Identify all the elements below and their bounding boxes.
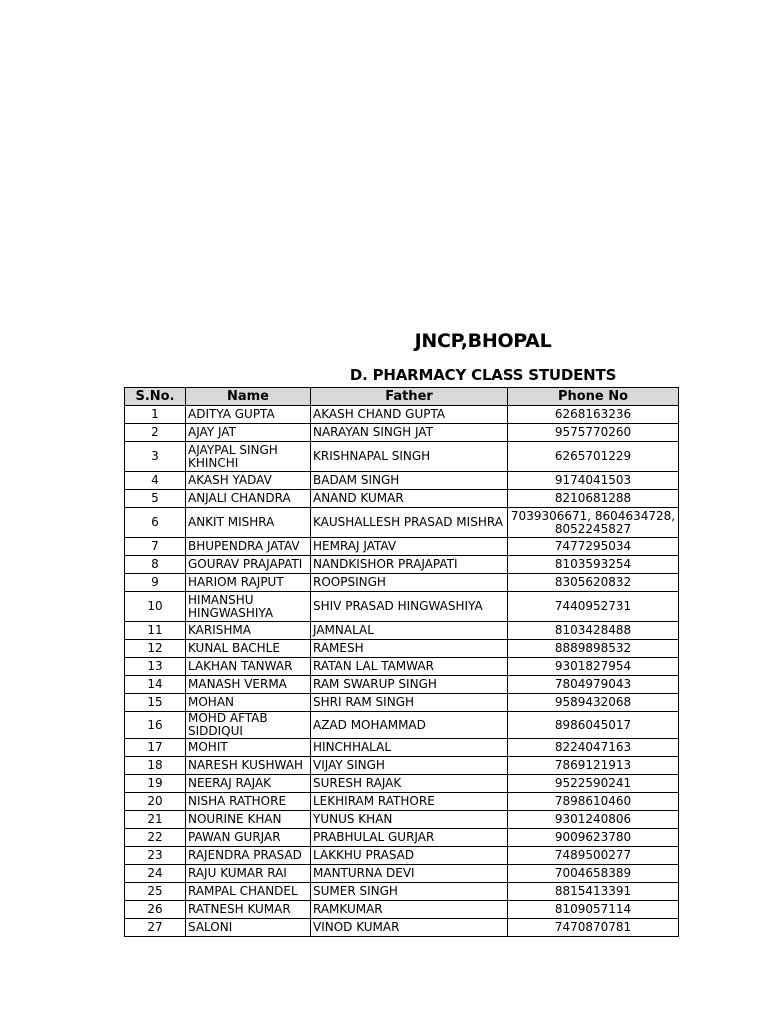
cell-father: AZAD MOHAMMAD	[311, 712, 508, 739]
cell-father: VINOD KUMAR	[311, 919, 508, 937]
cell-father: PRABHULAL GURJAR	[311, 829, 508, 847]
cell-phone: 7804979043	[508, 676, 679, 694]
cell-father: AKASH CHAND GUPTA	[311, 406, 508, 424]
cell-sno: 26	[125, 901, 186, 919]
table-row	[125, 847, 679, 865]
cell-father: HINCHHALAL	[311, 739, 508, 757]
table-row	[125, 574, 679, 592]
cell-father: NANDKISHOR PRAJAPATI	[311, 556, 508, 574]
cell-father: SHRI RAM SINGH	[311, 694, 508, 712]
cell-name: AKASH YADAV	[186, 472, 311, 490]
cell-sno: 21	[125, 811, 186, 829]
cell-name: PAWAN GURJAR	[186, 829, 311, 847]
table-row	[125, 640, 679, 658]
table-row	[125, 676, 679, 694]
cell-sno: 10	[125, 592, 186, 622]
cell-phone: 8109057114	[508, 901, 679, 919]
cell-sno: 4	[125, 472, 186, 490]
table-row	[125, 490, 679, 508]
cell-name: GOURAV PRAJAPATI	[186, 556, 311, 574]
cell-phone: 6265701229	[508, 442, 679, 472]
column-header-phone: Phone No	[508, 388, 679, 406]
table-row	[125, 406, 679, 424]
table-row	[125, 793, 679, 811]
cell-sno: 24	[125, 865, 186, 883]
cell-father: RAM SWARUP SINGH	[311, 676, 508, 694]
cell-father: NARAYAN SINGH JAT	[311, 424, 508, 442]
cell-sno: 9	[125, 574, 186, 592]
cell-father: VIJAY SINGH	[311, 757, 508, 775]
cell-father: KRISHNAPAL SINGH	[311, 442, 508, 472]
cell-name: ANKIT MISHRA	[186, 508, 311, 538]
cell-phone: 9575770260	[508, 424, 679, 442]
cell-sno: 14	[125, 676, 186, 694]
cell-father: SHIV PRASAD HINGWASHIYA	[311, 592, 508, 622]
cell-father: YUNUS KHAN	[311, 811, 508, 829]
cell-father: ANAND KUMAR	[311, 490, 508, 508]
table-row	[125, 865, 679, 883]
table-row	[125, 901, 679, 919]
cell-father: SURESH RAJAK	[311, 775, 508, 793]
cell-sno: 1	[125, 406, 186, 424]
cell-name: HARIOM RAJPUT	[186, 574, 311, 592]
cell-father: JAMNALAL	[311, 622, 508, 640]
table-row	[125, 442, 679, 472]
column-header-name: Name	[186, 388, 311, 406]
cell-sno: 23	[125, 847, 186, 865]
table-row	[125, 592, 679, 622]
cell-sno: 20	[125, 793, 186, 811]
cell-name: SALONI	[186, 919, 311, 937]
cell-sno: 11	[125, 622, 186, 640]
cell-phone: 7477295034	[508, 538, 679, 556]
cell-phone: 7489500277	[508, 847, 679, 865]
cell-name: MOHIT	[186, 739, 311, 757]
cell-father: LEKHIRAM RATHORE	[311, 793, 508, 811]
cell-name: BHUPENDRA JATAV	[186, 538, 311, 556]
cell-phone: 8889898532	[508, 640, 679, 658]
table-row	[125, 694, 679, 712]
cell-father: HEMRAJ JATAV	[311, 538, 508, 556]
cell-sno: 5	[125, 490, 186, 508]
cell-name: LAKHAN TANWAR	[186, 658, 311, 676]
table-row	[125, 811, 679, 829]
page-title: JNCP,BHOPAL	[414, 330, 552, 352]
table-row	[125, 472, 679, 490]
cell-name: KARISHMA	[186, 622, 311, 640]
cell-phone: 8224047163	[508, 739, 679, 757]
cell-phone: 8986045017	[508, 712, 679, 739]
cell-name: NEERAJ RAJAK	[186, 775, 311, 793]
cell-name: RAMPAL CHANDEL	[186, 883, 311, 901]
cell-phone: 8103428488	[508, 622, 679, 640]
cell-name: HIMANSHU HINGWASHIYA	[186, 592, 311, 622]
cell-sno: 15	[125, 694, 186, 712]
cell-sno: 3	[125, 442, 186, 472]
table-row	[125, 622, 679, 640]
cell-name: NARESH KUSHWAH	[186, 757, 311, 775]
cell-name: KUNAL BACHLE	[186, 640, 311, 658]
cell-name: AJAYPAL SINGH KHINCHI	[186, 442, 311, 472]
cell-sno: 8	[125, 556, 186, 574]
table-row	[125, 658, 679, 676]
cell-sno: 16	[125, 712, 186, 739]
cell-sno: 7	[125, 538, 186, 556]
cell-name: MANASH VERMA	[186, 676, 311, 694]
page-subtitle: D. PHARMACY CLASS STUDENTS	[349, 366, 617, 384]
cell-phone: 9174041503	[508, 472, 679, 490]
cell-father: SUMER SINGH	[311, 883, 508, 901]
cell-father: LAKKHU PRASAD	[311, 847, 508, 865]
cell-sno: 19	[125, 775, 186, 793]
column-header-father: Father	[311, 388, 508, 406]
cell-father: KAUSHALLESH PRASAD MISHRA	[311, 508, 508, 538]
table-row	[125, 775, 679, 793]
cell-phone: 8210681288	[508, 490, 679, 508]
cell-name: MOHD AFTAB SIDDIQUI	[186, 712, 311, 739]
table-body	[125, 406, 679, 937]
cell-father: BADAM SINGH	[311, 472, 508, 490]
cell-name: RATNESH KUMAR	[186, 901, 311, 919]
cell-sno: 12	[125, 640, 186, 658]
cell-sno: 18	[125, 757, 186, 775]
cell-sno: 2	[125, 424, 186, 442]
table-row	[125, 883, 679, 901]
cell-phone: 9589432068	[508, 694, 679, 712]
cell-phone: 7869121913	[508, 757, 679, 775]
cell-phone: 7470870781	[508, 919, 679, 937]
cell-sno: 22	[125, 829, 186, 847]
cell-name: ANJALI CHANDRA	[186, 490, 311, 508]
cell-name: RAJENDRA PRASAD	[186, 847, 311, 865]
cell-father: MANTURNA DEVI	[311, 865, 508, 883]
table-row	[125, 919, 679, 937]
cell-father: ROOPSINGH	[311, 574, 508, 592]
cell-name: ADITYA GUPTA	[186, 406, 311, 424]
cell-phone: 8103593254	[508, 556, 679, 574]
cell-sno: 27	[125, 919, 186, 937]
cell-sno: 13	[125, 658, 186, 676]
cell-sno: 25	[125, 883, 186, 901]
cell-father: RAMKUMAR	[311, 901, 508, 919]
table-row	[125, 739, 679, 757]
cell-phone: 7440952731	[508, 592, 679, 622]
cell-sno: 6	[125, 508, 186, 538]
header-row	[125, 388, 679, 406]
column-header-sno: S.No.	[125, 388, 186, 406]
cell-name: NOURINE KHAN	[186, 811, 311, 829]
cell-phone: 7004658389	[508, 865, 679, 883]
cell-father: RATAN LAL TAMWAR	[311, 658, 508, 676]
cell-phone: 7039306671, 8604634728, 8052245827	[508, 508, 679, 538]
cell-phone: 9009623780	[508, 829, 679, 847]
table-row	[125, 757, 679, 775]
table-row	[125, 712, 679, 739]
cell-father: RAMESH	[311, 640, 508, 658]
cell-phone: 7898610460	[508, 793, 679, 811]
cell-phone: 6268163236	[508, 406, 679, 424]
cell-phone: 8815413391	[508, 883, 679, 901]
table-row	[125, 556, 679, 574]
cell-name: RAJU KUMAR RAI	[186, 865, 311, 883]
cell-name: MOHAN	[186, 694, 311, 712]
table-row	[125, 538, 679, 556]
cell-phone: 9301240806	[508, 811, 679, 829]
cell-sno: 17	[125, 739, 186, 757]
table-header	[125, 388, 679, 406]
cell-phone: 9301827954	[508, 658, 679, 676]
table-row	[125, 829, 679, 847]
cell-name: NISHA RATHORE	[186, 793, 311, 811]
table-row	[125, 424, 679, 442]
cell-phone: 9522590241	[508, 775, 679, 793]
cell-name: AJAY JAT	[186, 424, 311, 442]
table-row	[125, 508, 679, 538]
cell-phone: 8305620832	[508, 574, 679, 592]
students-table	[124, 387, 679, 937]
